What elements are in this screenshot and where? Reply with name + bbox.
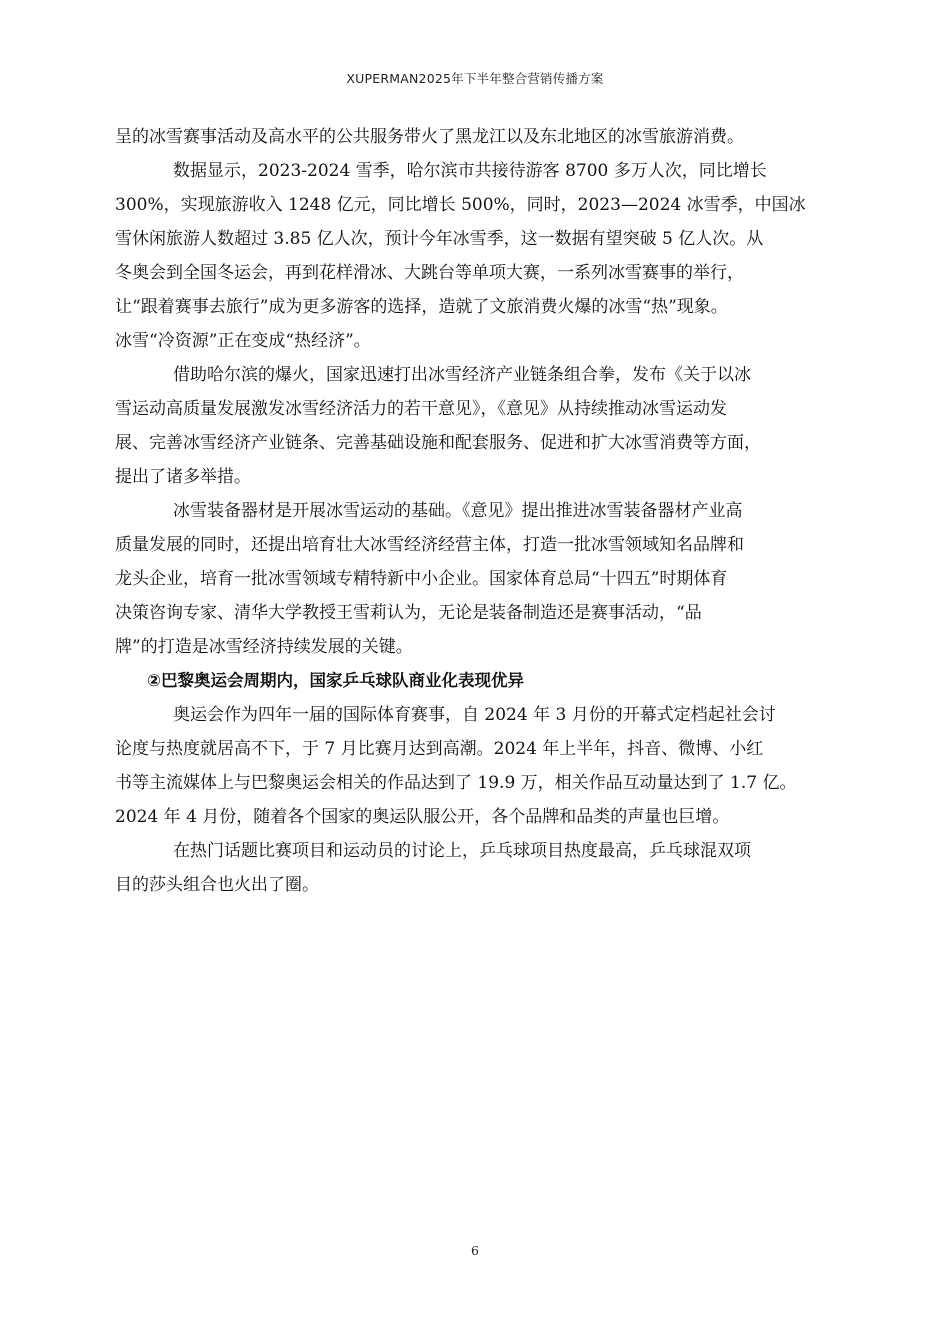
paragraph-line: 冰雪装备器材是开展冰雪运动的基础。《意见》提出推进冰雪装备器材产业高 <box>173 501 743 521</box>
page-number: 6 <box>471 1243 479 1258</box>
page-header: XUPERMAN2025年下半年整合营销传播方案 <box>346 71 604 86</box>
paragraph-line: 2024 年 4 月份，随着各个国家的奥运队服公开，各个品牌和品类的声量也巨增。 <box>115 807 730 827</box>
paragraph-line: 牌”的打造是冰雪经济持续发展的关键。 <box>115 637 413 657</box>
paragraph-line: 雪运动高质量发展激发冰雪经济活力的若干意见》，《意见》从持续推动冰雪运动发 <box>115 399 727 419</box>
body-text <box>115 120 850 902</box>
paragraph-line: 提出了诸多举措。 <box>115 467 251 487</box>
paragraph-line: 龙头企业，培育一批冰雪领域专精特新中小企业。国家体育总局“十四五”时期体育 <box>115 569 728 589</box>
paragraph-line: 呈的冰雪赛事活动及高水平的公共服务带火了黑龙江以及东北地区的冰雪旅游消费。 <box>115 127 744 147</box>
paragraph-line: 冰雪“冷资源”正在变成“热经济”。 <box>115 331 371 351</box>
paragraph-line: 让“跟着赛事去旅行”成为更多游客的选择，造就了文旅消费火爆的冰雪“热”现象。 <box>115 297 728 317</box>
paragraph-line: 质量发展的同时，还提出培育壮大冰雪经济经营主体，打造一批冰雪领域知名品牌和 <box>115 535 744 555</box>
paragraph-line: 300%，实现旅游收入 1248 亿元，同比增长 500%，同时，2023—2024 冰雪季，中国冰 <box>115 195 806 215</box>
paragraph-line: 数据显示，2023-2024 雪季，哈尔滨市共接待游客 8700 多万人次，同比增长 <box>173 161 767 181</box>
paragraph-line: 决策咨询专家、清华大学教授王雪莉认为，无论是装备制造还是赛事活动，“品 <box>115 603 702 623</box>
paragraph-line: 在热门话题比赛项目和运动员的讨论上，乒乓球项目热度最高，乒乓球混双项 <box>173 841 751 861</box>
section-heading: ②巴黎奥运会周期内，国家乒乓球队商业化表现优异 <box>147 671 524 690</box>
paragraph-line: 展、完善冰雪经济产业链条、完善基础设施和配套服务、促进和扩大冰雪消费等方面， <box>115 433 761 453</box>
paragraph-line: 书等主流媒体上与巴黎奥运会相关的作品达到了 19.9 万，相关作品互动量达到了 1.7 亿。 <box>115 773 797 793</box>
paragraph-line: 冬奥会到全国冬运会，再到花样滑冰、大跳台等单项大赛，一系列冰雪赛事的举行， <box>115 263 744 283</box>
paragraph-line: 目的莎头组合也火出了圈。 <box>115 875 319 895</box>
paragraph-line: 借助哈尔滨的爆火，国家迅速打出冰雪经济产业链条组合拳，发布《关于以冰 <box>173 365 751 385</box>
paragraph-line: 奥运会作为四年一届的国际体育赛事，自 2024 年 3 月份的开幕式定档起社会讨 <box>173 705 776 725</box>
paragraph-line: 论度与热度就居高不下，于 7 月比赛月达到高潮。2024 年上半年，抖音、微博、小红 <box>115 739 764 759</box>
paragraph-line: 雪休闲旅游人数超过 3.85 亿人次，预计今年冰雪季，这一数据有望突破 5 亿人次。从 <box>115 229 764 249</box>
